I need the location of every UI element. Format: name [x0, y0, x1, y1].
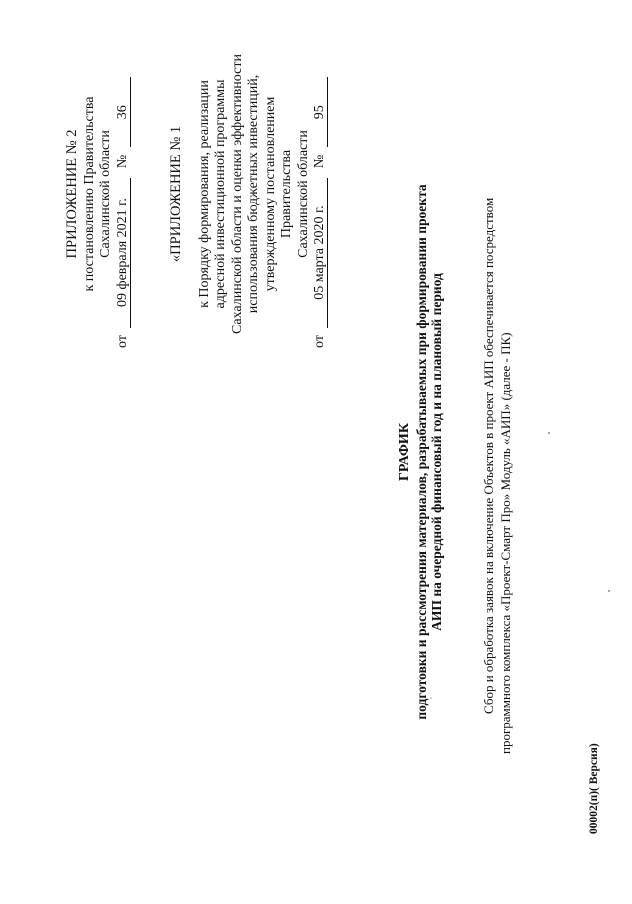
scan-speck: [608, 590, 610, 592]
appendix-1-line-3: Сахалинской области и оценки эффективности: [229, 54, 245, 334]
appendix-1-title: «ПРИЛОЖЕНИЕ № 1: [168, 125, 184, 263]
appendix-1-line-6: Правительства: [279, 149, 294, 239]
appendix-2-from-label: от: [114, 335, 130, 348]
appendix-1-number: 95: [312, 77, 328, 147]
appendix-2-signature-line: [115, 24, 132, 364]
appendix-2-line-2: Сахалинской области: [98, 130, 113, 258]
heading-line-2: АИП на очередной финансовый год и на плановый период: [429, 273, 444, 631]
appendix-1-line-4: использования бюджетных инвестиций,: [246, 74, 261, 314]
appendix-2-number: 36: [115, 77, 131, 147]
appendix-1-block: [168, 24, 329, 364]
appendix-1-from-label: от: [312, 335, 327, 348]
appendix-1-signature-line: [312, 24, 329, 364]
scan-speck: [430, 697, 432, 699]
appendix-2-number-label: №: [114, 154, 130, 169]
appendix-1-date: 05 марта 2020 г.: [312, 178, 328, 328]
document-heading: [397, 0, 444, 904]
heading-line-1: подготовки и рассмотрения материалов, разрабатываемых при формировании проекта: [414, 184, 429, 720]
appendix-2-title: ПРИЛОЖЕНИЕ № 2: [64, 129, 80, 259]
appendix-1-line-7: Сахалинской области: [295, 130, 311, 258]
footer-stamp: 00002(п)( Версия): [588, 743, 600, 834]
appendix-1-line-5: утвержденному постановлением: [262, 96, 278, 292]
appendix-2-date: 09 февраля 2021 г.: [115, 178, 131, 328]
appendix-1-number-label: №: [312, 154, 327, 169]
appendix-2-line-1: к постановлению Правительства: [81, 96, 97, 292]
appendix-2-block: [64, 24, 131, 364]
body-paragraph: Сбор и обработка заявок на включение Объектов в проект АИП обеспечивается посредством программного комплекса «Проект-Смарт Про» Модуль «АИП» (далее - ПК): [481, 197, 513, 754]
appendix-1-line-2: адресной инвестиционной программы: [213, 79, 228, 309]
appendix-1-line-1: к Порядку формирования, реализации: [196, 80, 212, 308]
heading-title: ГРАФИК: [397, 423, 412, 481]
scan-speck: [548, 432, 550, 434]
